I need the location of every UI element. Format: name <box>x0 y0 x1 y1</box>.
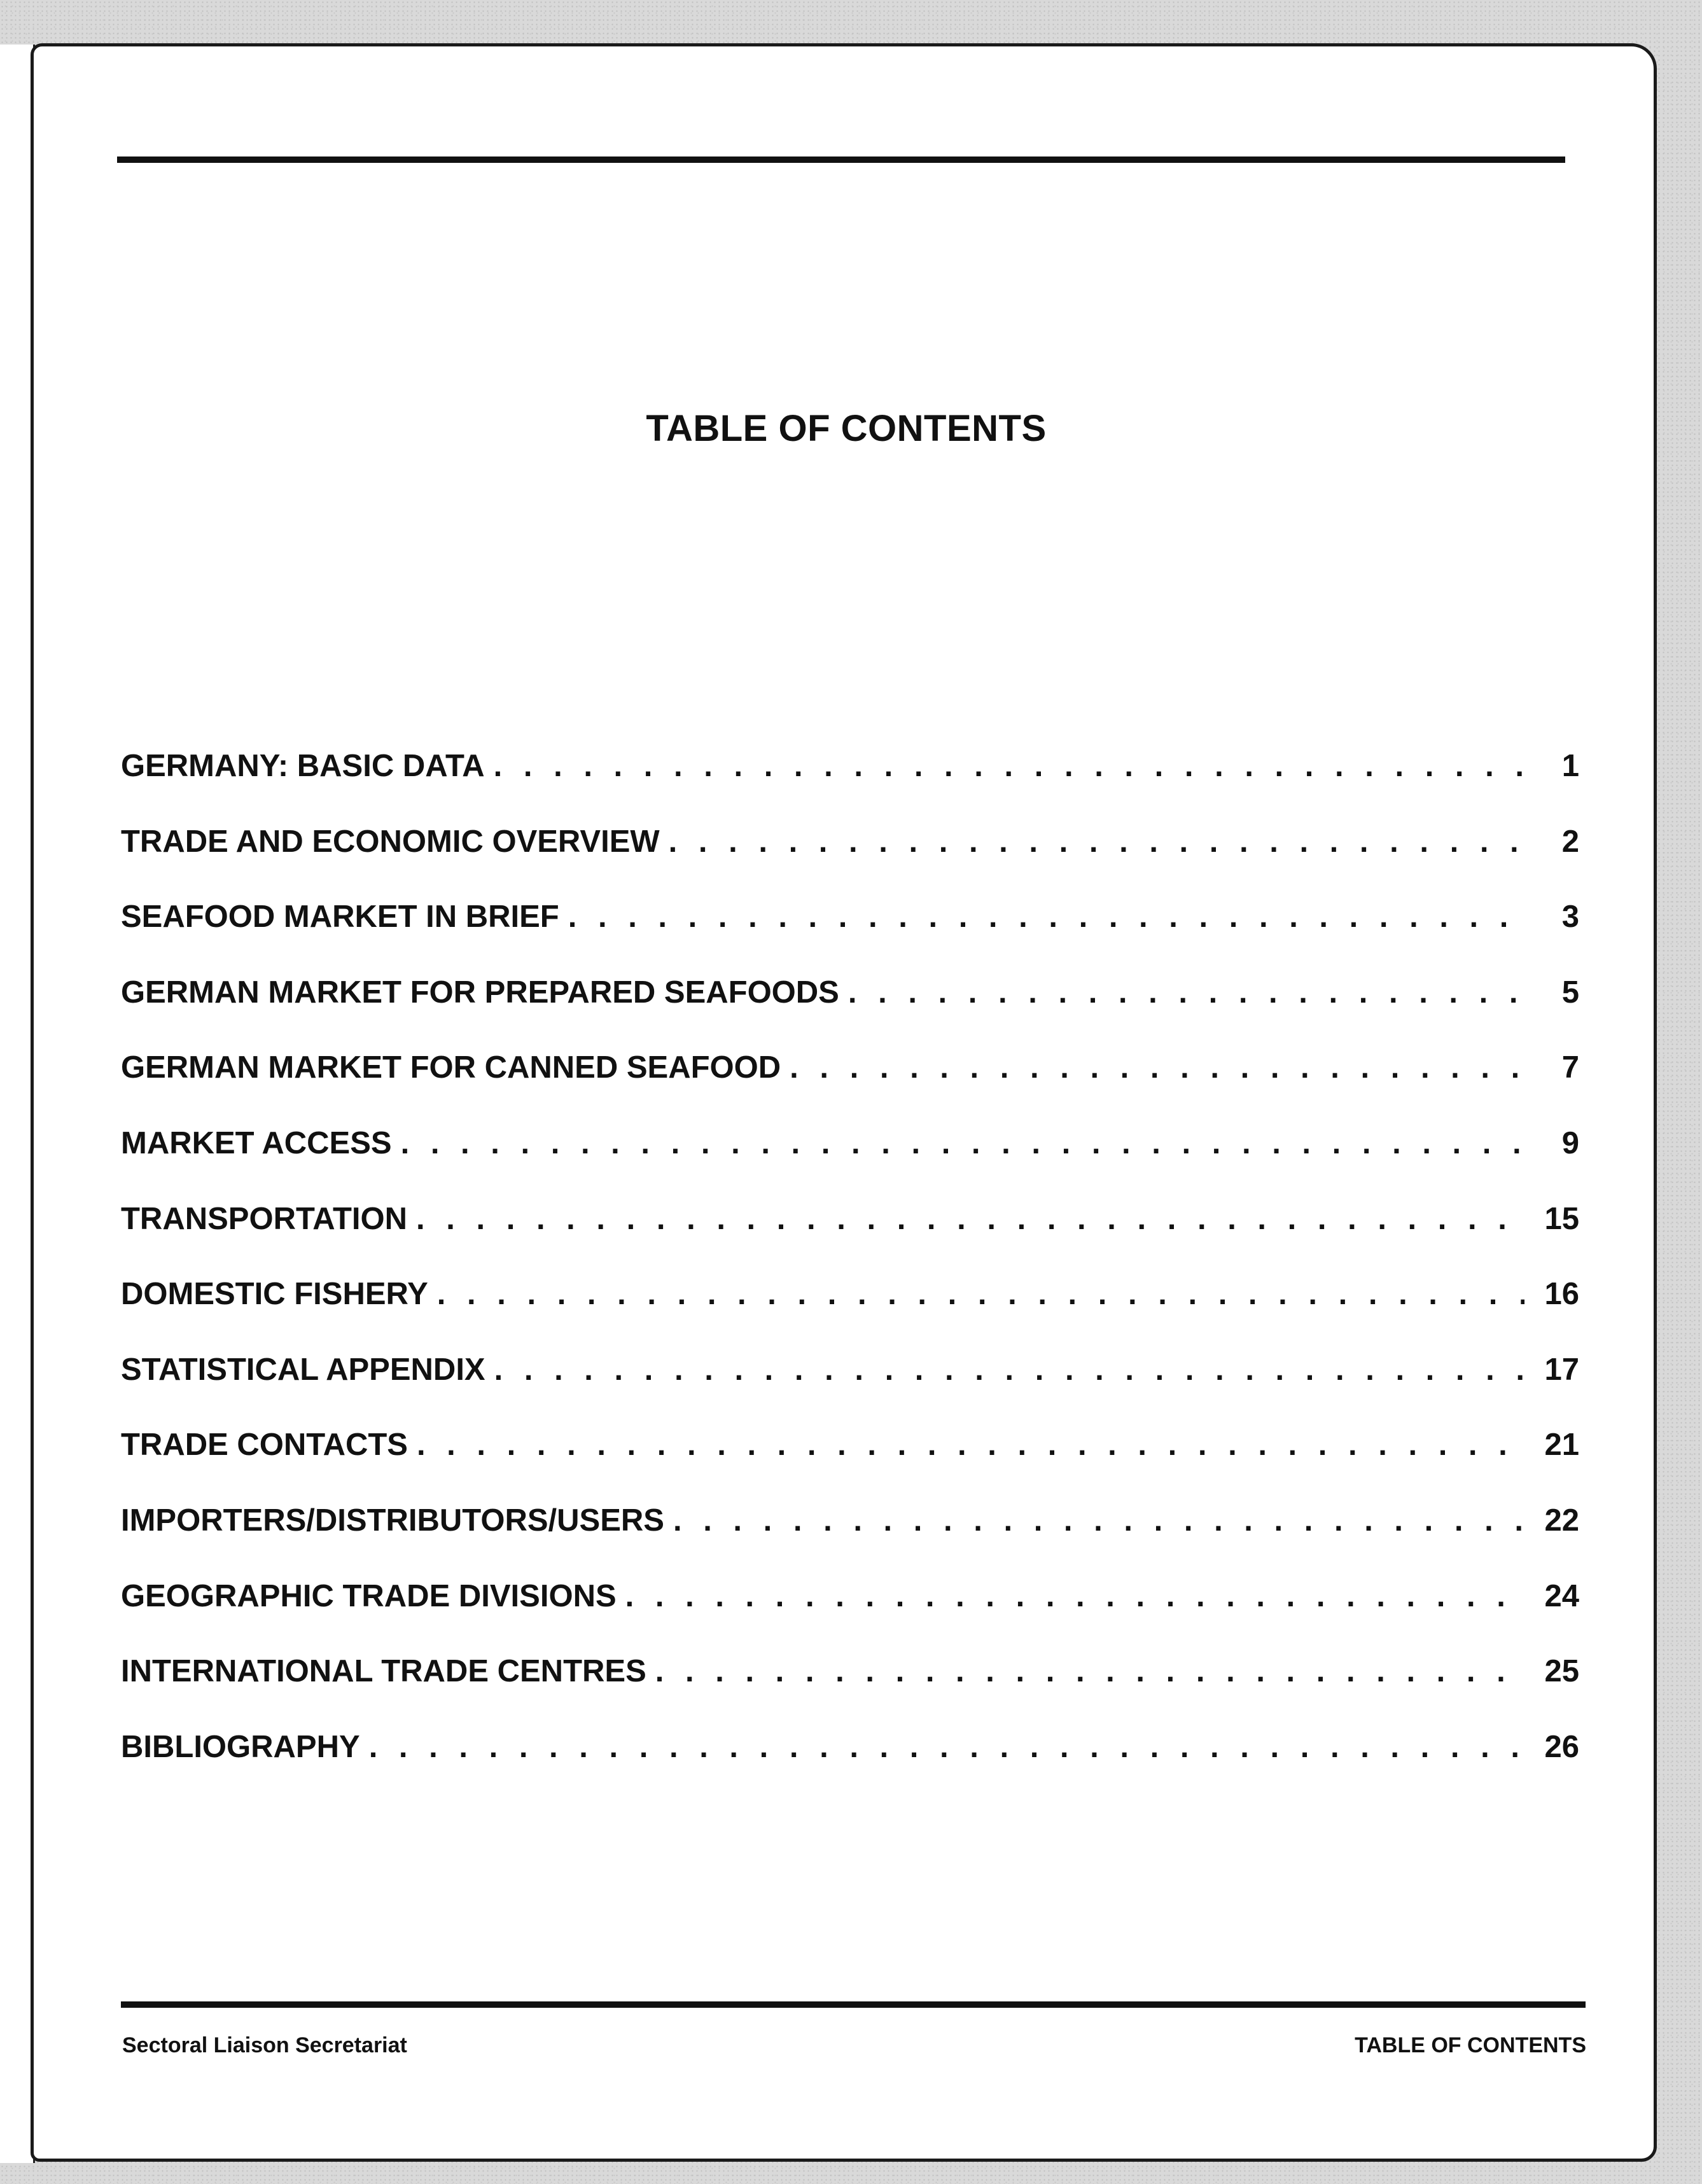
toc-leader-dots <box>625 1578 1524 1614</box>
toc-entry <box>121 1201 1579 1277</box>
toc-entry-page: 9 <box>1561 1125 1579 1160</box>
toc-leader-dots <box>655 1653 1524 1689</box>
toc-entry-label: DOMESTIC FISHERY <box>121 1277 428 1312</box>
toc-entry-label: INTERNATIONAL TRADE CENTRES <box>121 1654 646 1689</box>
toc-entry-page: 3 <box>1561 900 1579 935</box>
toc-leader-dots <box>494 1352 1524 1388</box>
toc-entry-label: MARKET ACCESS <box>121 1125 392 1160</box>
toc-entry <box>121 748 1579 824</box>
toc-entry <box>121 1427 1579 1503</box>
toc-entry <box>121 1653 1579 1729</box>
toc-entry <box>121 1729 1579 1805</box>
toc-entry-label: BIBLIOGRAPHY <box>121 1729 360 1764</box>
toc-entry-label: TRANSPORTATION <box>121 1201 408 1236</box>
toc-leader-dots <box>568 899 1524 935</box>
toc-leader-dots <box>669 824 1524 859</box>
toc-entry-label: IMPORTERS/DISTRIBUTORS/USERS <box>121 1503 664 1538</box>
toc-leader-dots <box>401 1125 1524 1161</box>
footer-organization: Sectoral Liaison Secretariat <box>122 2033 407 2057</box>
toc-entry-page: 1 <box>1561 749 1579 783</box>
toc-entry-page: 22 <box>1544 1503 1579 1538</box>
toc-leader-dots <box>416 1201 1524 1237</box>
toc-entry-label: TRADE CONTACTS <box>121 1428 408 1463</box>
toc-entry-label: GERMANY: BASIC DATA <box>121 749 485 783</box>
toc-entry-label: GEOGRAPHIC TRADE DIVISIONS <box>121 1578 617 1613</box>
toc-leader-dots <box>437 1276 1524 1312</box>
footer-section-title: TABLE OF CONTENTS <box>1355 2033 1586 2057</box>
toc-entry <box>121 824 1579 900</box>
toc-leader-dots <box>417 1427 1524 1463</box>
toc-entry <box>121 1276 1579 1352</box>
toc-leader-dots <box>790 1050 1524 1085</box>
toc-entry-label: TRADE AND ECONOMIC OVERVIEW <box>121 824 660 859</box>
toc-entry-page: 2 <box>1561 824 1579 859</box>
toc-entry <box>121 1578 1579 1654</box>
toc-entry-label: GERMAN MARKET FOR CANNED SEAFOOD <box>121 1050 781 1085</box>
adjacent-page-edge <box>0 45 35 2163</box>
toc-leader-dots <box>848 975 1524 1010</box>
toc-entry-label: GERMAN MARKET FOR PREPARED SEAFOODS <box>121 975 839 1010</box>
toc-entry-label: SEAFOOD MARKET IN BRIEF <box>121 900 559 935</box>
page-title: TABLE OF CONTENTS <box>646 408 1047 449</box>
toc-entry-page: 25 <box>1544 1654 1579 1689</box>
toc-entry-page: 7 <box>1561 1050 1579 1085</box>
toc-entry-page: 24 <box>1544 1578 1579 1613</box>
toc-leader-dots <box>673 1503 1524 1538</box>
table-of-contents <box>121 748 1579 1804</box>
toc-entry <box>121 1050 1579 1125</box>
toc-entry-page: 16 <box>1544 1277 1579 1312</box>
toc-entry-page: 26 <box>1544 1729 1579 1764</box>
footer-rule <box>121 2001 1586 2008</box>
toc-entry <box>121 899 1579 975</box>
toc-entry-label: STATISTICAL APPENDIX <box>121 1352 485 1387</box>
toc-entry-page: 21 <box>1544 1428 1579 1463</box>
toc-entry-page: 5 <box>1561 975 1579 1010</box>
toc-entry <box>121 1503 1579 1578</box>
toc-entry <box>121 1352 1579 1428</box>
toc-leader-dots <box>494 748 1524 784</box>
header-rule <box>117 156 1565 163</box>
toc-leader-dots <box>369 1729 1524 1765</box>
toc-entry <box>121 1125 1579 1201</box>
toc-entry-page: 17 <box>1544 1352 1579 1387</box>
toc-entry <box>121 975 1579 1050</box>
toc-entry-page: 15 <box>1544 1201 1579 1236</box>
